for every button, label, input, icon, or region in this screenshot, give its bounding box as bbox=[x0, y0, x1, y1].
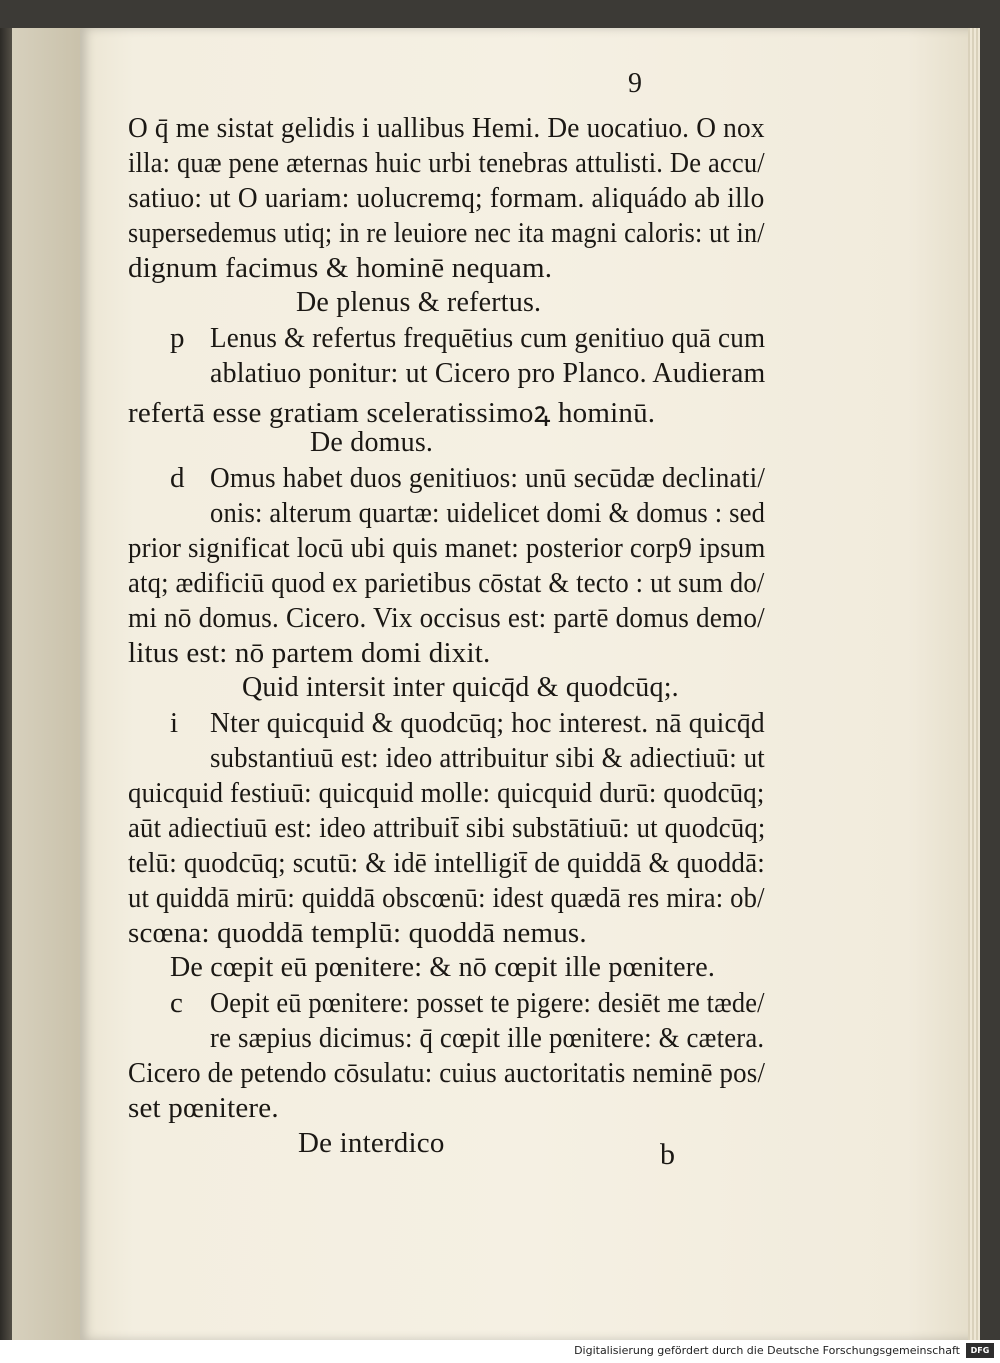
text-line: prior significat locū ubi quis manet: posterior corp9 ipsum bbox=[128, 532, 766, 564]
text-line: O q̄ me sistat gelidis i uallibus Hemi. De uocatiuo. O nox bbox=[128, 112, 765, 144]
text-line: set pœnitere. bbox=[128, 1092, 279, 1124]
signature-mark: b bbox=[660, 1138, 675, 1171]
guide-letter: p bbox=[170, 322, 185, 354]
text-line: Nter quicquid & quodcūq; hoc interest. nā quicq̄d bbox=[210, 707, 765, 739]
text-line: scœna: quoddā templū: quoddā nemus. bbox=[128, 917, 587, 949]
text-line: aūt adiectiuū est: ideo attribuit̄ sibi substātiuū: ut quodcūq; bbox=[128, 812, 766, 844]
text-line: quicquid festiuū: quicquid molle: quicquid durū: quodcūq; bbox=[128, 777, 765, 809]
section-heading: Quid intersit inter quicq̄d & quodcūq;. bbox=[242, 672, 679, 703]
text-line: illa: quæ pene æternas huic urbi tenebras attulisti. De accu/ bbox=[128, 147, 765, 179]
text-line: Oepit eū pœnitere: posset te pigere: desiēt me tæde/ bbox=[210, 987, 765, 1019]
text-line: ut quiddā mirū: quiddā obscœnū: idest quædā res mira: ob/ bbox=[128, 882, 765, 914]
guide-letter: i bbox=[170, 707, 179, 739]
text-line: Lenus & refertus frequētius cum genitiuo quā cum bbox=[210, 322, 766, 354]
section-heading: De cœpit eū pœnitere: & nō cœpit ille pœnitere. bbox=[170, 952, 716, 983]
footer-credit: Digitalisierung gefördert durch die Deutsche Forschungsgemeinschaft bbox=[574, 1344, 960, 1357]
text-line: substantiuū est: ideo attribuitur sibi & adiectiuū: ut bbox=[210, 742, 765, 774]
section-heading: De domus. bbox=[310, 427, 434, 458]
text-line: Cicero de petendo cōsulatu: cuius auctoritatis neminē pos/ bbox=[128, 1057, 766, 1089]
text-line: telū: quodcūq; scutū: & idē intelligit̄ de quiddā & quoddā: bbox=[128, 847, 765, 879]
text-line: refertā esse gratiam sceleratissimoꝝ hominū. bbox=[128, 397, 656, 429]
dfg-logo-icon: DFG bbox=[966, 1343, 994, 1358]
text-line: onis: alterum quartæ: uidelicet domi & domus : sed bbox=[210, 497, 766, 529]
footer-bar bbox=[0, 1340, 1000, 1363]
text-line: re sæpius dicimus: q̄ cœpit ille pœnitere: & cætera. bbox=[210, 1022, 765, 1054]
folio-number: 9 bbox=[628, 68, 642, 99]
page-edge bbox=[968, 28, 980, 1340]
guide-letter: c bbox=[170, 987, 183, 1019]
text-line: satiuo: ut O uariam: uolucremq; formam. aliquádo ab illo bbox=[128, 182, 765, 214]
text-line: litus est: nō partem domi dixit. bbox=[128, 637, 491, 669]
text-line: dignum facimus & hominē nequam. bbox=[128, 252, 553, 284]
text-line: Omus habet duos genitiuos: unū secūdæ declinati/ bbox=[210, 462, 766, 494]
catchword: De interdico bbox=[298, 1127, 445, 1159]
text-line: mi nō domus. Cicero. Vix occisus est: partē domus demo/ bbox=[128, 602, 765, 634]
text-line: supersedemus utiq; in re leuiore nec ita magni caloris: ut in/ bbox=[128, 217, 765, 249]
guide-letter: d bbox=[170, 462, 185, 494]
text-line: atq; ædificiū quod ex parietibus cōstat & tecto : ut sum do/ bbox=[128, 567, 765, 599]
section-heading: De plenus & refertus. bbox=[296, 287, 542, 318]
text-line: ablatiuo ponitur: ut Cicero pro Planco. Audieram bbox=[210, 357, 766, 389]
